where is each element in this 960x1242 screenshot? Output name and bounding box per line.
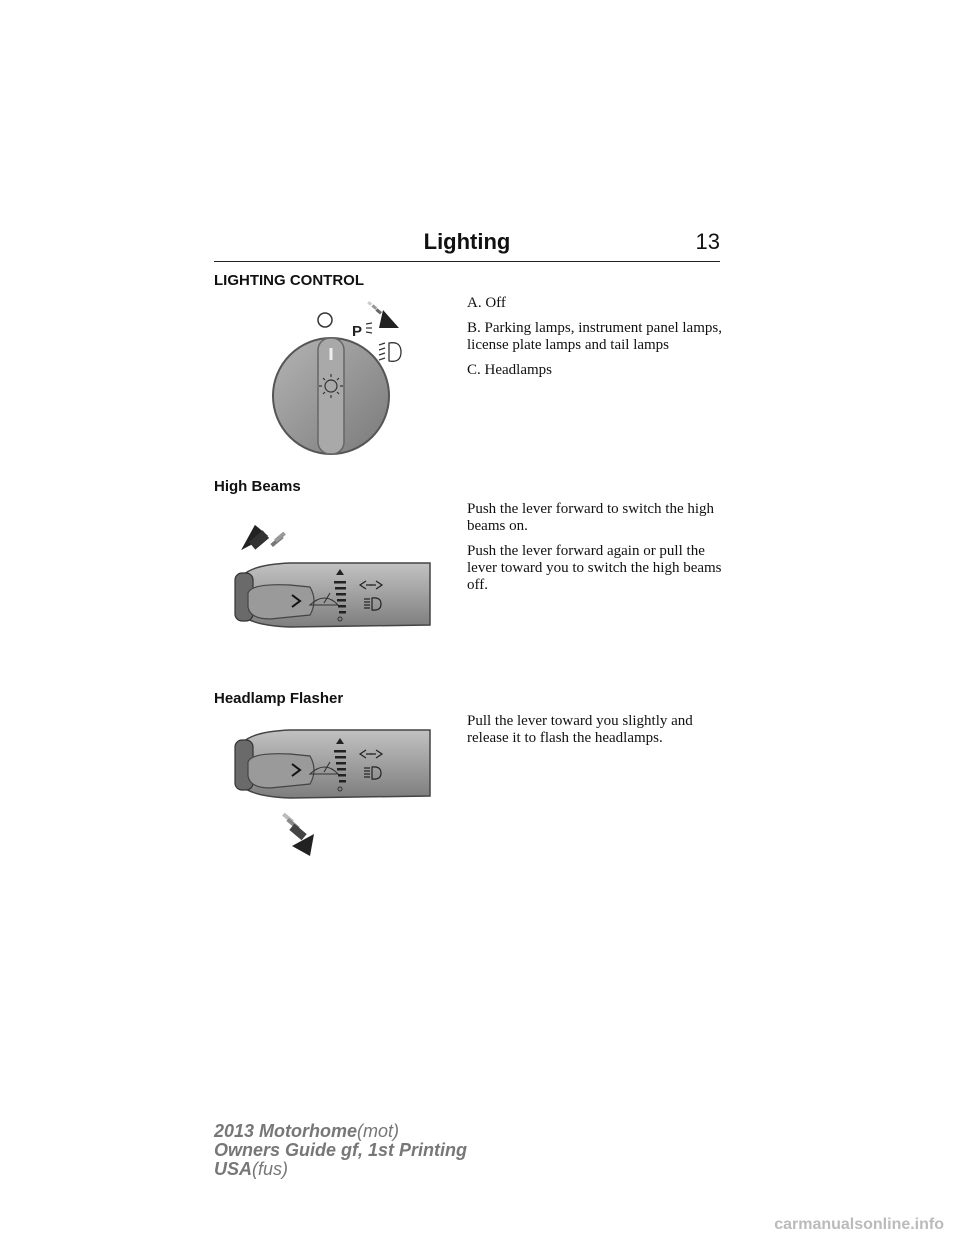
footer-model: 2013 Motorhome (214, 1121, 358, 1141)
high-beam-lever-figure (230, 515, 435, 645)
high-beams-text (467, 501, 729, 602)
footer-market: USA (214, 1159, 253, 1179)
headlamp-icon (379, 343, 401, 362)
section-heading-headlamp-flasher: Headlamp Flasher (214, 690, 344, 707)
off-position-icon (318, 313, 332, 327)
watermark: carmanualsonline.info (774, 1216, 944, 1233)
wiper-switch (248, 585, 314, 619)
high-beams-paragraph-2: Push the lever forward again or pull the lever toward you to switch the high beams off. (467, 543, 722, 593)
page-title: Lighting (423, 229, 511, 254)
rotate-arrow-icon (367, 301, 399, 328)
section-heading-high-beams: High Beams (214, 478, 301, 495)
headlamp-switch-figure (265, 298, 425, 468)
page-footer (214, 1122, 467, 1179)
push-forward-arrow-icon (239, 524, 286, 550)
parking-label: P (352, 323, 363, 340)
headlamp-flasher-paragraph-1: Pull the lever toward you slightly and release it to flash the headlamps. (467, 713, 693, 746)
footer-market-code: (fus) (252, 1159, 289, 1179)
headlamp-flasher-lever-figure (230, 722, 435, 862)
list-item-parking-lamps: B. Parking lamps, instrument panel lamps, license plate lamps and tail lamps (467, 320, 722, 353)
parking-lamp-icon (366, 323, 372, 333)
list-item-off: A. Off (467, 295, 506, 311)
page-number: 13 (695, 229, 720, 254)
list-item-headlamps: C. Headlamps (467, 362, 552, 378)
footer-line-2: Owners Guide gf, 1st Printing (214, 1140, 468, 1160)
footer-line-1 (214, 1122, 467, 1141)
footer-model-code: (mot) (357, 1121, 400, 1141)
section-heading-lighting-control: LIGHTING CONTROL (214, 272, 364, 289)
high-beams-paragraph-1: Push the lever forward to switch the high beams on. (467, 501, 715, 534)
pull-back-arrow-icon (282, 813, 314, 856)
wiper-switch (248, 754, 314, 788)
lighting-control-list (467, 295, 729, 387)
page-header (214, 229, 720, 262)
headlamp-flasher-text (467, 713, 729, 755)
footer-line-3 (214, 1160, 467, 1179)
